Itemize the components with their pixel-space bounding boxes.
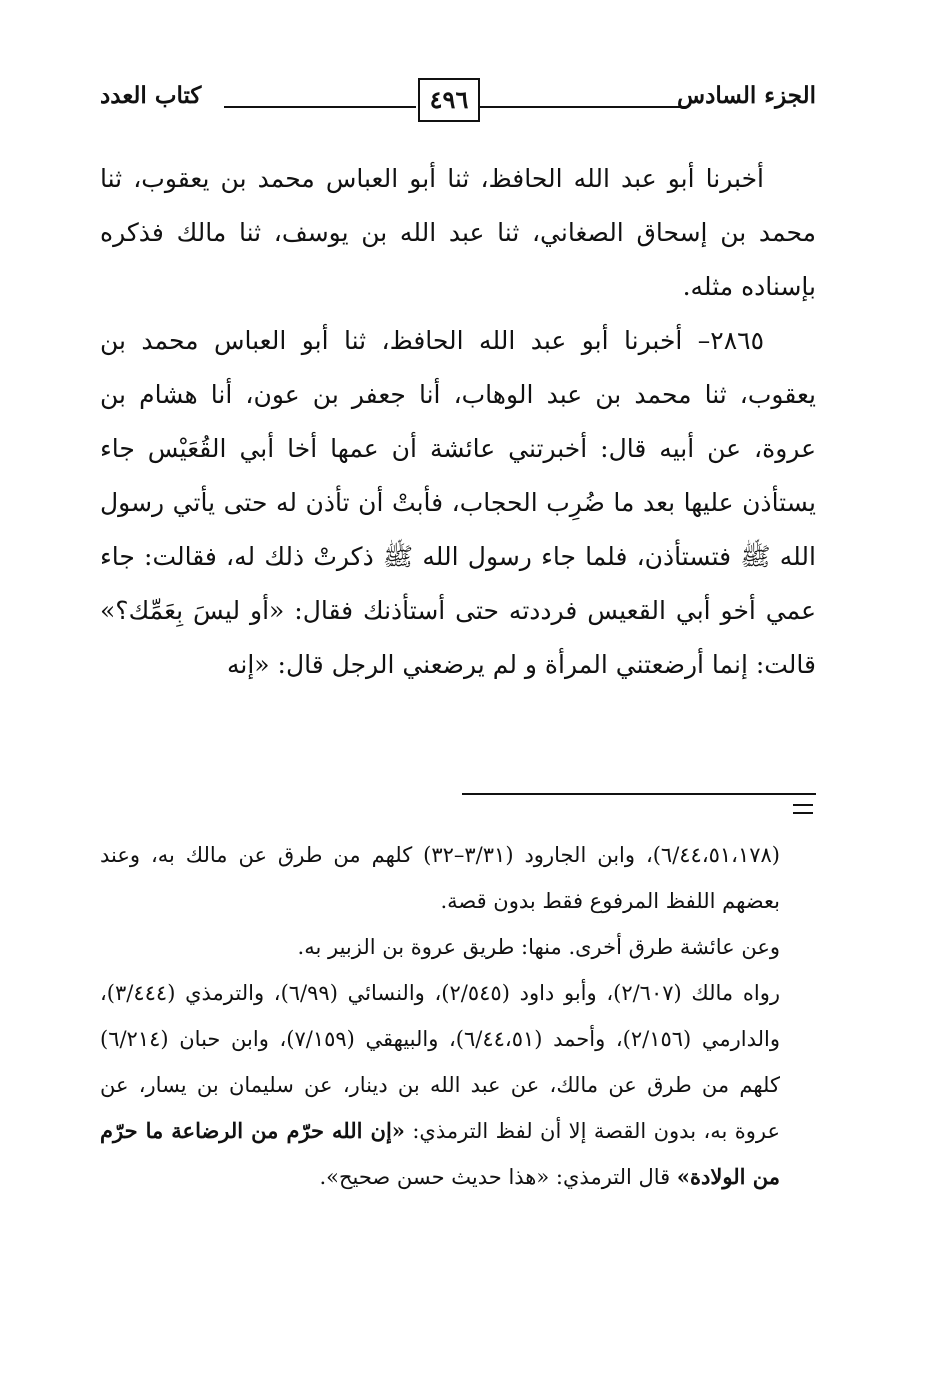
footnote-line-1: (٦/٤٤،٥١،١٧٨)، وابن الجارود (٣/٣١–٣٢) كلهم من طرق عن مالك به، وعند بعضهم اللفظ المرفوع فقط بدون قصة. [100,843,780,913]
main-text [100,152,816,692]
footnote-separator [462,793,816,795]
tirmidhi-quote: «إن الله حرّم من الرضاعة ما حرّم من الولادة» [100,1118,780,1189]
page-number: ٤٩٦ [418,78,480,122]
footnote-line-3-text: رواه مالك (٢/٦٠٧)، وأبو داود (٢/٥٤٥)، والنسائي (٦/٩٩)، والترمذي (٣/٤٤٤)، والدارمي (٢/١٥٦)، وأحمد (٦/٤٤،٥١)، والبيهقي (٧/١٥٩)، وابن حبان (٦/٢١٤) كلهم من طرق عن مالك، عن عبد الله بن دينار، عن سليمان بن يسار، عن عروة به، بدون القصة إلا أن لفظ الترمذي: [100,981,781,1143]
continuation-rule-bottom [793,812,813,817]
header-rule-left [224,106,416,108]
footnote-line-3 [100,970,780,1200]
continuation-rule-top [793,804,813,809]
paragraph-2-text: أخبرنا أبو عبد الله الحافظ، ثنا أبو العباس محمد بن يعقوب، ثنا محمد بن عبد الوهاب، أنا جعفر بن عون، أنا هشام بن عروة، عن أبيه قال: أخبرتني عائشة أن عمها أخا أبي القُعَيْس جاء يستأذن عليها بعد ما ضُرِب الحجاب، فأبتْ أن تأذن له حتى يأتي رسول الله ﷺ فتستأذن، فلما جاء رسول الله ﷺ ذكرتْ ذلك له، فقالت: جاء عمي أخو أبي القعيس فرددته حتى أستأذنك فقال: «أو ليسَ بِعَمِّك؟» قالت: إنما أرضعتني المرأة و لم يرضعني الرجل قال: «إنه [100,326,816,679]
paragraph-1: أخبرنا أبو عبد الله الحافظ، ثنا أبو العباس محمد بن يعقوب، ثنا محمد بن إسحاق الصغاني، ثنا عبد الله بن يوسف، ثنا مالك فذكره بإسناده مثله. [100,164,816,301]
header-rule-right [478,106,688,108]
hadith-number: ٢٨٦٥– [697,326,764,355]
footnote-continuation-mark [793,804,813,820]
footnote-line-3-end: قال الترمذي: «هذا حديث حسن صحيح». [319,1165,677,1189]
footnote-line-2: وعن عائشة طرق أخرى. منها: طريق عروة بن الزبير به. [297,935,780,959]
book-title: كتاب العدد [100,82,202,109]
footnotes [100,832,780,1200]
paragraph-2 [100,314,816,692]
part-title: الجزء السادس [677,82,816,109]
page-header [100,78,816,128]
